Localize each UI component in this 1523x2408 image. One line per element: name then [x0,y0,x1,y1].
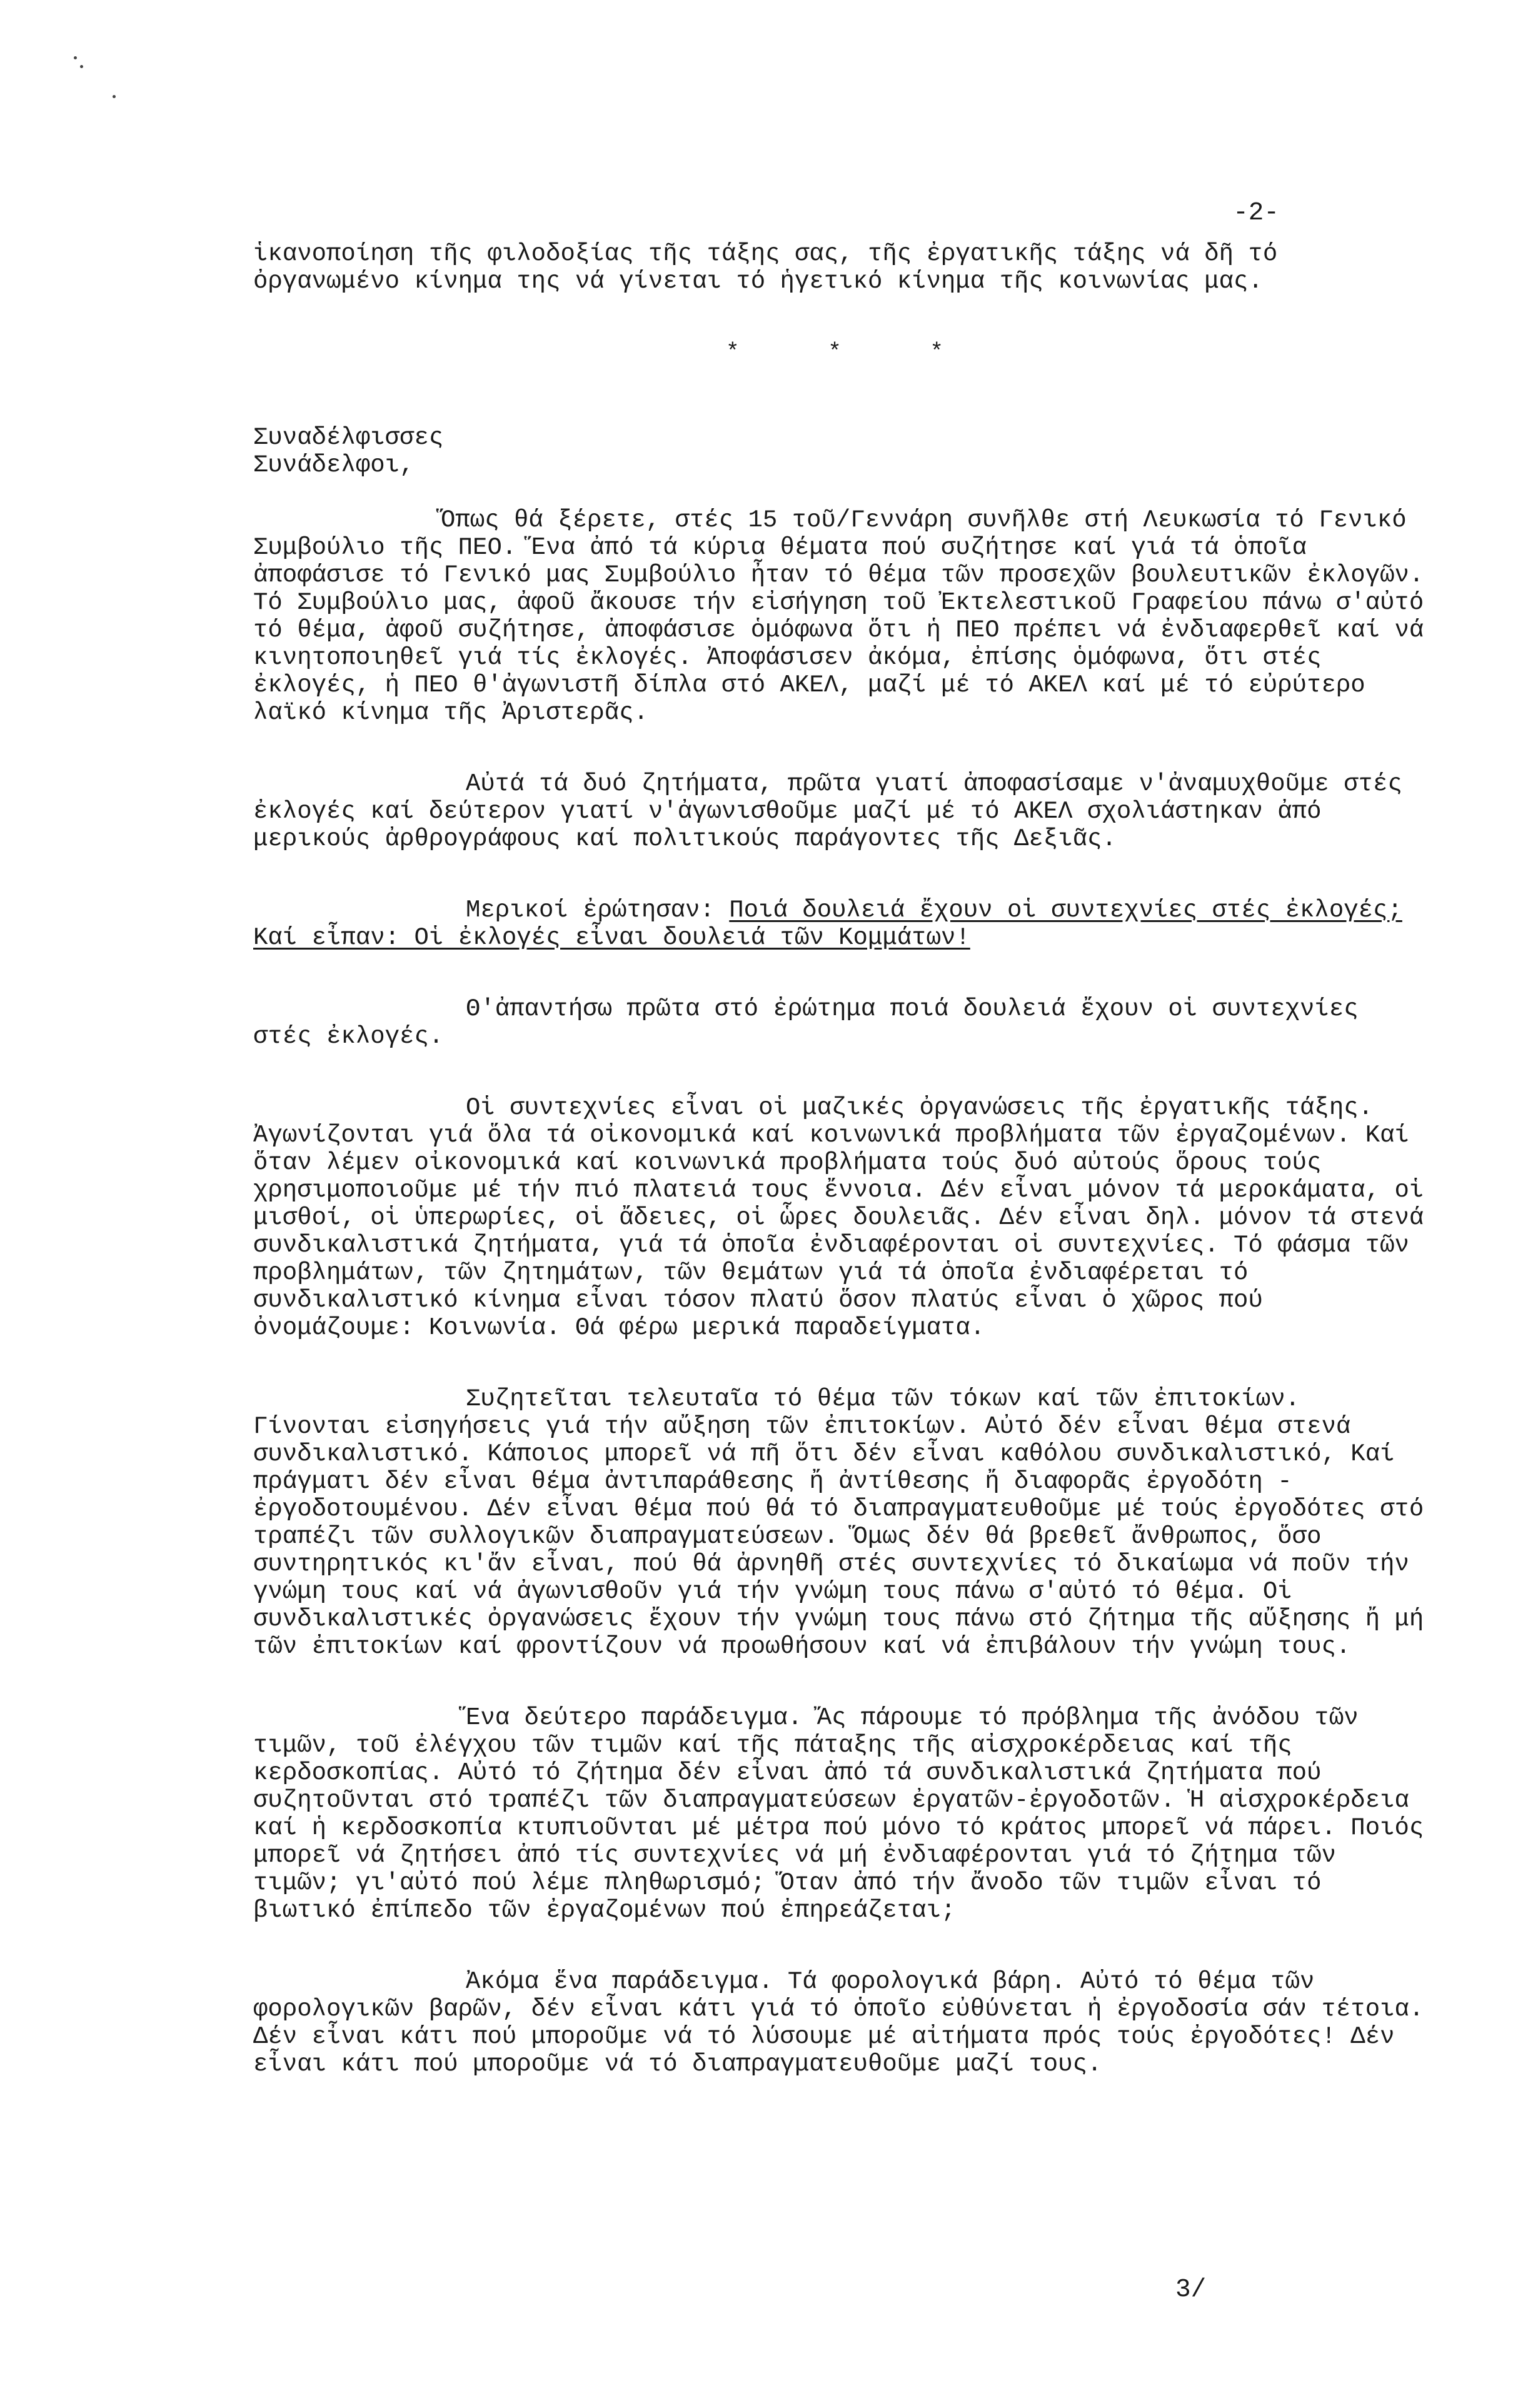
paragraph-reply-intro: Θ'ἀπαντήσω πρῶτα στό ἐρώτημα ποιά δουλειά ἔχουν οἱ συντεχνίες στές ἐκλογές. [253,995,1359,1050]
scan-speck [74,56,77,59]
paragraph-two-questions: Αὐτά τά δυό ζητήματα, πρῶτα γιατί ἀποφασίσαμε ν'ἀναμυχθοῦμε στές ἐκλογές καί δεύτερον γιατί ν'ἀγωνισθοῦμε μαζί μέ τό ΑΚΕΛ σχολιάστηκαν ἀπό μερικούς ἀρθρογράφους καί πολιτικούς παράγοντες τῆς Δεξιᾶς. [253,770,1402,853]
opening-paragraph: ἱκανοποίηση τῆς φιλοδοξίας τῆς τάξης σας, τῆς ἐργατικῆς τάξης νά δῆ τό ὀργανωμένο κίνημα της νά γίνεται τό ἡγετικό κίνημα τῆς κοινωνίας μας. [253,240,1278,295]
section-separator: * * * [725,339,982,365]
question-underlined: Ποιά δουλειά ἔχουν οἱ συντεχνίες στές ἐκλογές; [729,896,1402,924]
paragraph-interest-rates: Συζητεῖται τελευταῖα τό θέμα τῶν τόκων καί τῶν ἐπιτοκίων. Γίνονται εἰσηγήσεις γιά τήν αὔξηση τῶν ἐπιτοκίων. Αὐτό δέν εἶναι θέμα στενά συνδικαλιστικό. Κάποιος μπορεῖ νά πῆ ὅτι δέν εἶναι καθόλου συνδικαλιστικό, Καί πράγματι δέν εἶναι θέμα ἀντιπαράθεσης ἤ ἀντίθεσης ἤ διαφορᾶς ἐργοδότη - ἐργοδοτουμένου. Δέν εἶναι θέμα πού θά τό διαπραγματευθοῦμε μέ τούς ἐργοδότες στό τραπέζι τῶν συλλογικῶν διαπραγματεύσεων. Ὅμως δέν θά βρεθεῖ ἄνθρωπος, ὅσο συντηρητικός κι'ἄν εἶναι, πού θά ἀρνηθῆ στές συντεχνίες τό δικαίωμα νά ποῦν τήν γνώμη τους καί νά ἀγωνισθοῦν γιά τήν γνώμη τους πάνω σ'αὐτό τό θέμα. Οἱ συνδικαλιστικές ὀργανώσεις ἔχουν τήν γνώμη τους πάνω στό ζήτημα τῆς αὔξησης ἤ μή τῶν ἐπιτοκίων καί φροντίζουν νά προωθήσουν καί νά ἐπιβάλουν τήν γνώμη τους. [253,1385,1424,1660]
salutation-female: Συναδέλφισσες [253,424,444,451]
paragraph-prices: Ἕνα δεύτερο παράδειγμα. Ἄς πάρουμε τό πρόβλημα τῆς ἀνόδου τῶν τιμῶν, τοῦ ἐλέγχου τῶν τιμῶν καί τῆς πάταξης τῆς αἰσχροκέρδειας καί τῆς κερδοσκοπίας. Αὐτό τό ζήτημα δέν εἶναι ἀπό τά συνδικαλιστικά ζητήματα πού συζητοῦνται στό τραπέζι τῶν διαπραγματεύσεων ἐργατῶν-ἐργοδοτῶν. Ἡ αἰσχροκέρδεια καί ἡ κερδοσκοπία κτυπιοῦνται μέ μέτρα πού μόνο τό κράτος μπορεῖ νά πάρει. Ποιός μπορεῖ νά ζητήσει ἀπό τίς συντεχνίες νά μή ἐνδιαφέρονται γιά τό ζήτημα τῶν τιμῶν; γι'αὐτό πού λέμε πληθωρισμό; Ὅταν ἀπό τήν ἄνοδο τῶν τιμῶν εἶναι τό βιωτικό ἐπίπεδο τῶν ἐργαζομένων πού ἐπηρεάζεται; [253,1704,1424,1924]
critics-answer: Καί εἶπαν: Οἱ ἐκλογές εἶναι δουλειά τῶν Κομμάτων! [253,924,970,951]
paragraph-critics-question [253,896,1429,924]
scan-speck [113,95,116,98]
salutation-male: Συνάδελφοι, [253,451,415,479]
paragraph-unions-role: Οἱ συντεχνίες εἶναι οἱ μαζικές ὀργανώσεις τῆς ἐργατικῆς τάξης. Ἀγωνίζονται γιά ὅλα τά οἰκονομικά καί κοινωνικά προβλήματα τῶν ἐργαζομένων. Καί ὅταν λέμεν οἰκονομικά καί κοινωνικά προβλήματα τούς δυό αὐτούς ὅρους τούς χρησιμοποιοῦμε μέ τήν πιό πλατειά τους ἔννοια. Δέν εἶναι μόνον τά μεροκάματα, οἱ μισθοί, οἱ ὑπερωρίες, οἱ ἄδειες, οἱ ὧρες δουλειᾶς. Δέν εἶναι δηλ. μόνον τά στενά συνδικαλιστικά ζητήματα, γιά τά ὁποῖα ἐνδιαφέρονται οἱ συντεχνίες. Τό φάσμα τῶν προβλημάτων, τῶν ζητημάτων, τῶν θεμάτων γιά τά ὁποῖα ἐνδιαφέρεται τό συνδικαλιστικό κίνημα εἶναι τόσον πλατύ ὅσον πλατύς εἶναι ὁ χῶρος πού ὀνομάζουμε: Κοινωνία. Θά φέρω μερικά παραδείγματα. [253,1094,1424,1342]
next-page-marker: 3/ [1175,2275,1207,2304]
paragraph-taxes: Ἀκόμα ἕνα παράδειγμα. Τά φορολογικά βάρη. Αὐτό τό θέμα τῶν φορολογικῶν βαρῶν, δέν εἶναι κάτι γιά τό ὁποῖο εὐθύνεται ἡ ἐργοδοσία σάν τέτοια. Δέν εἶναι κάτι πού μποροῦμε νά τό λύσουμε μέ αἰτήματα πρός τούς ἐργοδότες! Δέν εἶναι κάτι πού μποροῦμε νά τό διαπραγματευθοῦμε μαζί τους. [253,1968,1424,2078]
page-number: -2- [1233,199,1279,228]
question-lead: Μερικοί ἐρώτησαν: [466,896,730,924]
letter-body [253,240,1429,2078]
paragraph-general-council: Ὅπως θά ξέρετε, στές 15 τοῦ/Γεννάρη συνῆλθε στή Λευκωσία τό Γενικό Συμβούλιο τῆς ΠΕΟ. Ἕνα ἀπό τά κύρια θέματα πού συζήτησε καί γιά τά ὁποῖα ἀποφάσισε τό Γενικό μας Συμβούλιο ἦταν τό θέμα τῶν προσεχῶν βουλευτικῶν ἐκλογῶν. Τό Συμβούλιο μας, ἀφοῦ ἄκουσε τήν εἰσήγηση τοῦ Ἐκτελεστικοῦ Γραφείου πάνω σ'αὐτό τό θέμα, ἀφοῦ συζήτησε, ἀποφάσισε ὁμόφωνα ὅτι ἡ ΠΕΟ πρέπει νά ἐνδιαφερθεῖ καί νά κινητοποιηθεῖ γιά τίς ἐκλογές. Ἀποφάσισεν ἀκόμα, ἐπίσης ὁμόφωνα, ὅτι στές ἐκλογές, ἡ ΠΕΟ θ'ἀγωνιστῆ δίπλα στό ΑΚΕΛ, μαζί μέ τό ΑΚΕΛ καί μέ τό εὐρύτερο λαϊκό κίνημα τῆς Ἀριστερᾶς. [253,506,1424,726]
scan-speck [80,65,83,68]
